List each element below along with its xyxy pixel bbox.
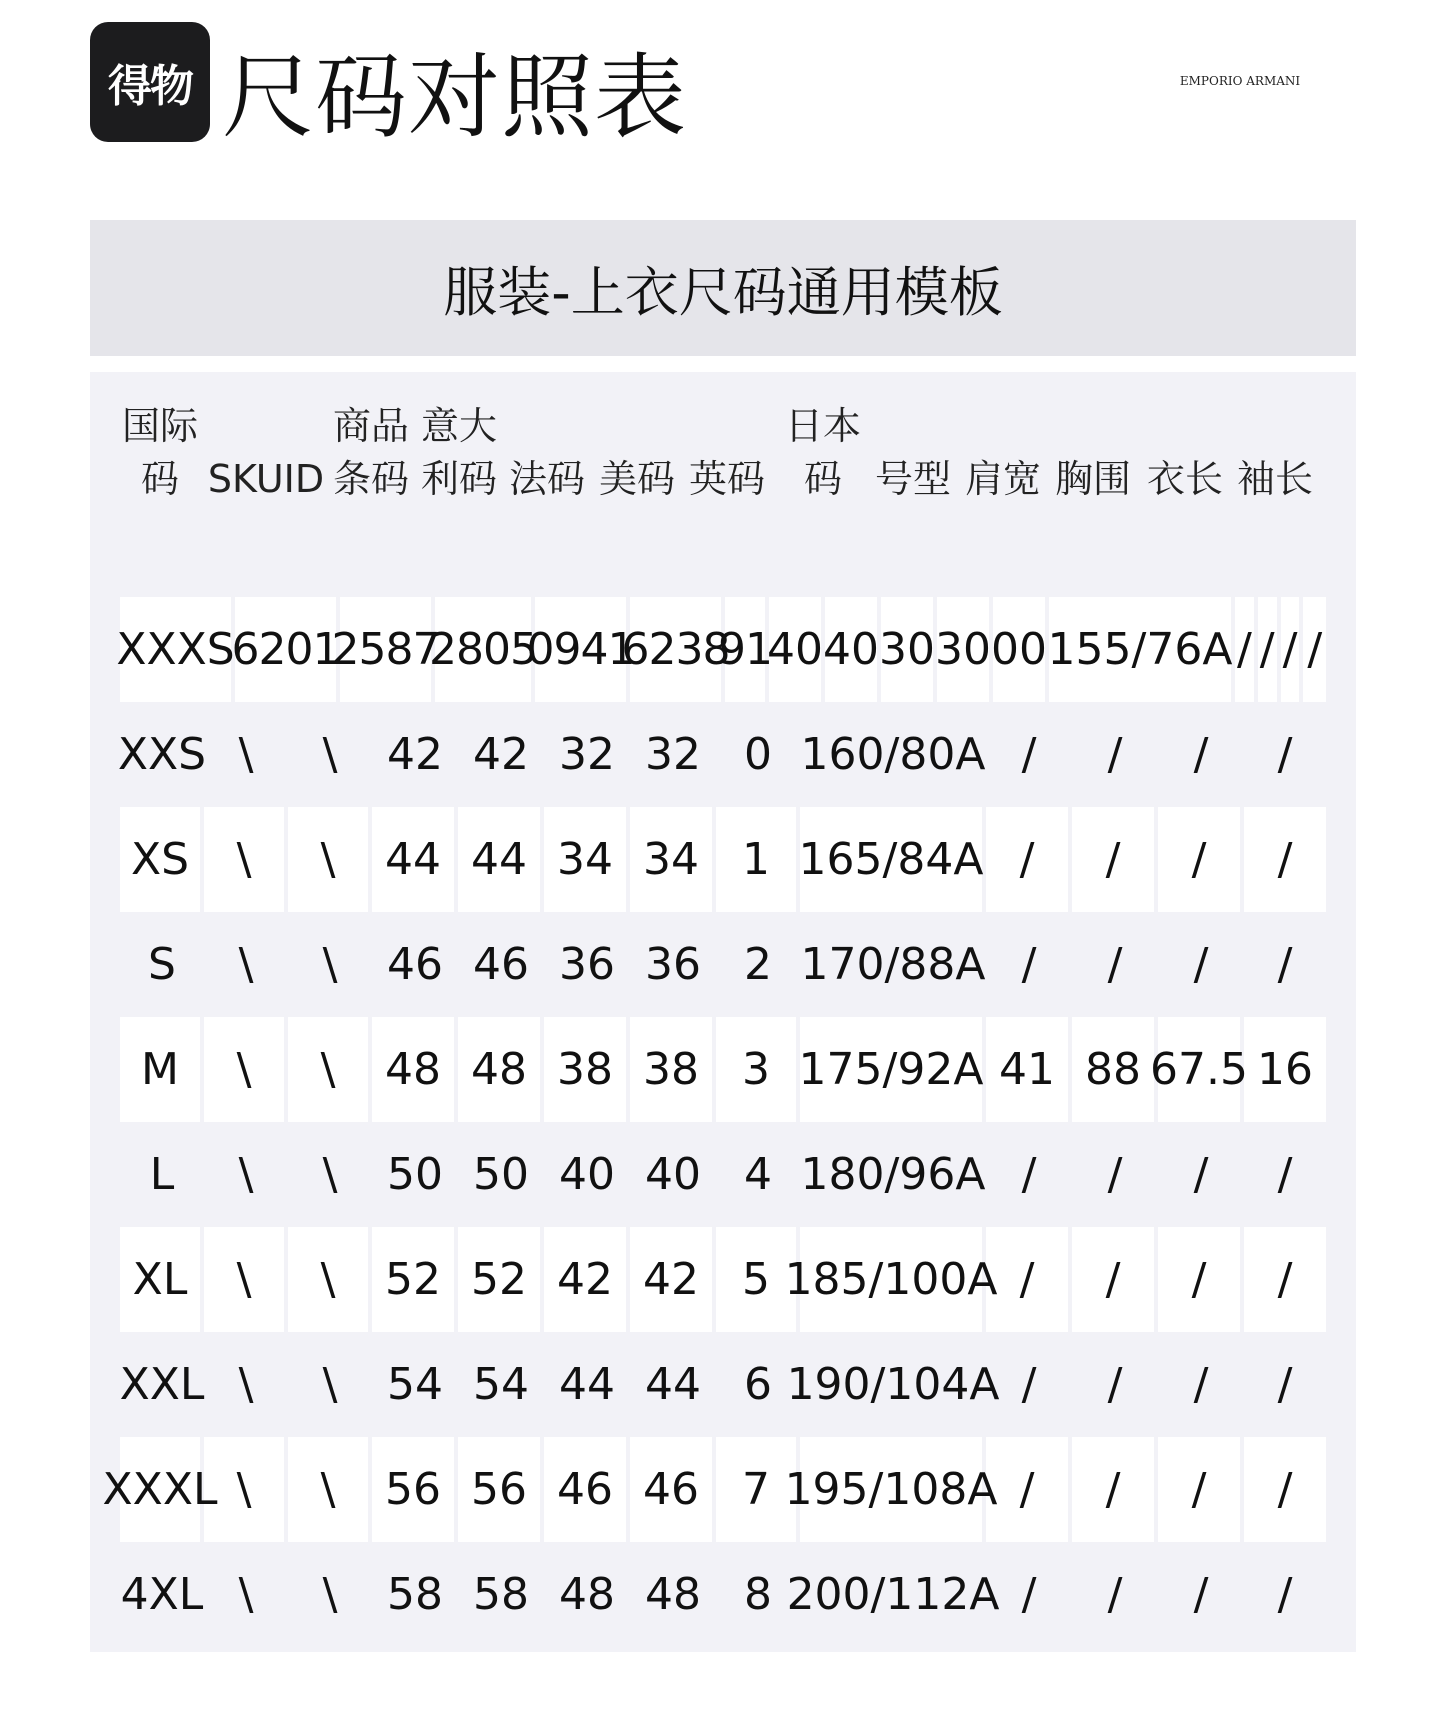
cell-xxxs-barcode-4: 91	[725, 597, 769, 702]
header-skuid: SKUID	[207, 457, 325, 501]
cell-4xl-intl: 4XL	[120, 1569, 204, 1620]
header-shoulder-width: 肩宽	[964, 457, 1041, 501]
table-row-xxxl	[102, 1437, 1326, 1542]
cell-xxl-fr: 54	[473, 1359, 529, 1410]
cell-xxxs-chest: /	[1258, 597, 1281, 702]
cell-xxxs-shoulder: /	[1235, 597, 1258, 702]
page-title: 尺码对照表	[222, 44, 688, 151]
cell-xxl-it: 54	[387, 1359, 443, 1410]
table-row-xxs	[117, 702, 1326, 807]
cell-xs-jp: 1	[716, 807, 800, 912]
cell-l-length: /	[1193, 1149, 1209, 1200]
cell-4xl-sleeve: /	[1277, 1569, 1293, 1620]
cell-xxxs-length: /	[1281, 597, 1304, 702]
cell-4xl-it: 58	[387, 1569, 443, 1620]
header-intl-size: 国际 码	[121, 404, 198, 501]
cell-m-fr: 48	[458, 1017, 544, 1122]
cell-xs-sleeve: /	[1277, 834, 1293, 885]
cell-xxxs-barcode-2: 0941	[535, 597, 630, 702]
cell-xxxl-intl: XXXL	[120, 1437, 204, 1542]
cell-xl-uk: 42	[630, 1227, 716, 1332]
cell-xl-shoulder: /	[986, 1227, 1072, 1332]
table-row-xxl	[120, 1332, 1326, 1437]
cell-xs-fr: 44	[458, 807, 544, 912]
cell-xxs-uk: 32	[645, 729, 701, 780]
cell-xxxs-fit: 155/76A	[1049, 597, 1235, 702]
header-italy-size: 意大 利码	[420, 404, 497, 501]
cell-4xl-us: 48	[559, 1569, 615, 1620]
cell-xxxl-length: /	[1158, 1437, 1244, 1542]
brand-logo: EMPORIO ARMANI	[1179, 74, 1301, 88]
cell-xs-us: 34	[544, 807, 630, 912]
cell-xxxs-uk: 30	[937, 597, 993, 702]
cell-m-barcode: \	[288, 1017, 372, 1122]
cell-s-us: 36	[559, 939, 615, 990]
cell-4xl-skuid: \	[238, 1569, 254, 1620]
cell-xxs-fr: 42	[473, 729, 529, 780]
cell-xs-barcode: \	[288, 807, 372, 912]
cell-xs-uk: 34	[630, 807, 716, 912]
cell-xl-chest: /	[1072, 1227, 1158, 1332]
cell-xl-us: 42	[544, 1227, 630, 1332]
cell-4xl-fr: 58	[473, 1569, 529, 1620]
app-logo-text: 得物	[108, 61, 192, 112]
cell-xxl-barcode: \	[322, 1359, 338, 1410]
cell-xs-skuid: \	[204, 807, 288, 912]
cell-s-fit: 170/88A	[800, 939, 986, 990]
cell-l-it: 50	[387, 1149, 443, 1200]
cell-s-shoulder: /	[1021, 939, 1037, 990]
cell-s-fr: 46	[473, 939, 529, 990]
cell-xxxl-shoulder: /	[986, 1437, 1072, 1542]
header-france-size: 法码	[508, 457, 585, 501]
header-uk-size: 英码	[688, 457, 765, 501]
cell-xxxs-barcode-3: 6238	[630, 597, 725, 702]
cell-m-fit: 175/92A	[800, 1017, 986, 1122]
cell-4xl-shoulder: /	[1021, 1569, 1037, 1620]
cell-xxxl-uk: 46	[630, 1437, 716, 1542]
cell-s-barcode: \	[322, 939, 338, 990]
cell-xxxl-skuid: \	[204, 1437, 288, 1542]
cell-m-us: 38	[544, 1017, 630, 1122]
cell-s-skuid: \	[238, 939, 254, 990]
table-row-xl	[120, 1227, 1326, 1332]
cell-m-intl: M	[120, 1017, 204, 1122]
cell-l-sleeve: /	[1277, 1149, 1293, 1200]
header-fit-type: 号型	[874, 457, 951, 501]
cell-m-uk: 38	[630, 1017, 716, 1122]
template-banner	[90, 220, 1356, 356]
cell-xxs-it: 42	[387, 729, 443, 780]
cell-s-length: /	[1193, 939, 1209, 990]
table-row-m	[120, 1017, 1326, 1122]
cell-xxxl-us: 46	[544, 1437, 630, 1542]
cell-xxl-length: /	[1193, 1359, 1209, 1410]
cell-xl-fr: 52	[458, 1227, 544, 1332]
cell-m-chest: 88	[1072, 1017, 1158, 1122]
cell-s-uk: 36	[645, 939, 701, 990]
cell-xxxl-chest: /	[1072, 1437, 1158, 1542]
cell-xxxl-barcode: \	[288, 1437, 372, 1542]
cell-4xl-chest: /	[1107, 1569, 1123, 1620]
table-header-row	[120, 400, 1326, 570]
cell-xl-skuid: \	[204, 1227, 288, 1332]
cell-m-sleeve: 16	[1257, 1044, 1313, 1095]
cell-xxxl-jp: 7	[716, 1437, 800, 1542]
cell-xxxl-sleeve: /	[1277, 1464, 1293, 1515]
cell-xl-fit: 185/100A	[800, 1227, 986, 1332]
cell-s-intl: S	[148, 939, 176, 990]
cell-xxxs-barcode-1: 2805	[435, 597, 535, 702]
cell-4xl-length: /	[1193, 1569, 1209, 1620]
cell-xs-fit: 165/84A	[800, 807, 986, 912]
cell-m-length: 67.5	[1158, 1017, 1244, 1122]
table-row-xs	[120, 807, 1326, 912]
cell-xxxs-jp: 00	[993, 597, 1049, 702]
cell-xxs-length: /	[1193, 729, 1209, 780]
cell-xxxl-it: 56	[372, 1437, 458, 1542]
cell-xs-shoulder: /	[986, 807, 1072, 912]
cell-xxxs-us: 30	[881, 597, 937, 702]
cell-xxs-chest: /	[1107, 729, 1123, 780]
cell-xl-length: /	[1158, 1227, 1244, 1332]
cell-xxl-intl: XXL	[119, 1359, 205, 1410]
cell-xs-length: /	[1158, 807, 1244, 912]
cell-l-chest: /	[1107, 1149, 1123, 1200]
table-row-xxxs	[116, 597, 1326, 702]
cell-xl-intl: XL	[120, 1227, 204, 1332]
cell-l-intl: L	[149, 1149, 175, 1200]
table-row-4xl	[120, 1542, 1326, 1647]
cell-xxxs-fr: 40	[825, 597, 881, 702]
cell-xxxs-skuid-2: 2587	[340, 597, 435, 702]
cell-l-jp: 4	[744, 1149, 772, 1200]
cell-xxl-skuid: \	[238, 1359, 254, 1410]
cell-xxl-shoulder: /	[1021, 1359, 1037, 1410]
cell-xs-intl: XS	[120, 807, 204, 912]
header-length: 衣长	[1146, 457, 1223, 501]
cell-xxl-chest: /	[1107, 1359, 1123, 1410]
cell-xxs-barcode: \	[322, 729, 338, 780]
cell-l-fr: 50	[473, 1149, 529, 1200]
cell-m-shoulder: 41	[986, 1017, 1072, 1122]
cell-l-barcode: \	[322, 1149, 338, 1200]
cell-xs-chest: /	[1072, 807, 1158, 912]
cell-xxxs-it: 40	[769, 597, 825, 702]
cell-xxs-sleeve: /	[1277, 729, 1293, 780]
header-us-size: 美码	[598, 457, 675, 501]
table-row-l	[120, 1122, 1326, 1227]
cell-4xl-uk: 48	[645, 1569, 701, 1620]
cell-s-it: 46	[387, 939, 443, 990]
cell-l-us: 40	[559, 1149, 615, 1200]
header-product-barcode: 商品 条码	[332, 404, 409, 501]
header-sleeve: 袖长	[1236, 457, 1313, 501]
cell-m-skuid: \	[204, 1017, 288, 1122]
cell-xxxs-sleeve: /	[1307, 624, 1323, 675]
cell-xxl-jp: 6	[744, 1359, 772, 1410]
cell-s-chest: /	[1107, 939, 1123, 990]
cell-4xl-barcode: \	[322, 1569, 338, 1620]
cell-l-shoulder: /	[1021, 1149, 1037, 1200]
cell-xxl-sleeve: /	[1277, 1359, 1293, 1410]
cell-xxs-jp: 0	[744, 729, 772, 780]
cell-l-skuid: \	[238, 1149, 254, 1200]
cell-s-jp: 2	[744, 939, 772, 990]
header-japan-size: 日本 码	[784, 404, 861, 501]
cell-xxs-fit: 160/80A	[800, 729, 986, 780]
cell-xxl-us: 44	[559, 1359, 615, 1410]
cell-xl-barcode: \	[288, 1227, 372, 1332]
cell-4xl-fit: 200/112A	[786, 1569, 1000, 1620]
cell-xxl-fit: 190/104A	[786, 1359, 1000, 1410]
cell-xxxl-fit: 195/108A	[800, 1437, 986, 1542]
cell-xxxl-fr: 56	[458, 1437, 544, 1542]
template-title: 服装-上衣尺码通用模板	[443, 260, 1003, 324]
cell-xxs-skuid: \	[238, 729, 254, 780]
dewu-app-logo	[90, 22, 210, 142]
cell-m-jp: 3	[716, 1017, 800, 1122]
cell-l-uk: 40	[645, 1149, 701, 1200]
cell-l-fit: 180/96A	[800, 1149, 986, 1200]
table-row-s	[120, 912, 1326, 1017]
cell-xl-sleeve: /	[1277, 1254, 1293, 1305]
cell-xxl-uk: 44	[645, 1359, 701, 1410]
header-chest: 胸围	[1054, 457, 1131, 501]
cell-xs-it: 44	[372, 807, 458, 912]
cell-xxs-shoulder: /	[1021, 729, 1037, 780]
cell-xl-jp: 5	[716, 1227, 800, 1332]
cell-xxxs-skuid-1: 6201	[235, 597, 340, 702]
cell-4xl-jp: 8	[744, 1569, 772, 1620]
cell-m-it: 48	[372, 1017, 458, 1122]
cell-xxs-intl: XXS	[117, 729, 207, 780]
cell-s-sleeve: /	[1277, 939, 1293, 990]
cell-xl-it: 52	[372, 1227, 458, 1332]
cell-xxs-us: 32	[559, 729, 615, 780]
cell-xxxs-intl: XXXS	[120, 597, 235, 702]
